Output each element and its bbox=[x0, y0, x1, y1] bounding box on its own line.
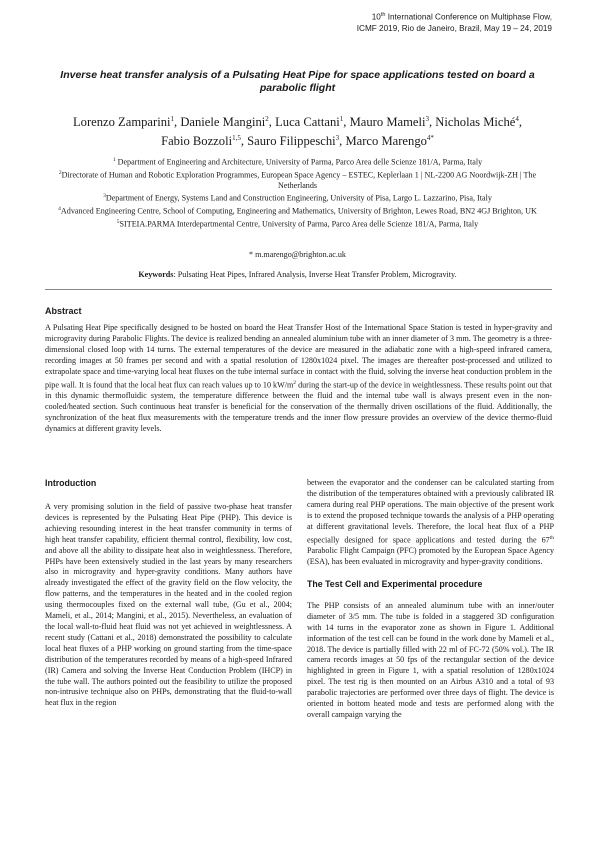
author-affiliation-mark: 1 bbox=[339, 115, 344, 123]
right-column bbox=[307, 478, 554, 721]
author-affiliation-mark: 1,5 bbox=[232, 134, 241, 143]
author-list: Lorenzo Zamparini$^1$, Daniele Mangini$^2$, Luca Cattani$^1$, Mauro Mameli$^3$, Nicholas Miché$^4$, Fabio Bozzoli$^{1,5}$, Sauro Filippeschi$^3$, Marco Marengo$^{4*}$ bbox=[72, 115, 523, 149]
author-affiliation-mark: 3 bbox=[425, 115, 429, 123]
affiliation: $^5$SITEIA.PARMA Interdepartmental Centre, University of Parma, Parco Area delle Scienze 181/A, Parma, Italy bbox=[116, 218, 479, 229]
corresponding-email: * m.marengo@brighton.ac.uk bbox=[249, 250, 346, 259]
keywords bbox=[40, 270, 555, 279]
author-name: Marco Marengo bbox=[345, 134, 427, 149]
introduction-heading: Introduction bbox=[45, 478, 97, 488]
keywords-text: : Pulsating Heat Pipes, Infrared Analysis, Inverse Heat Transfer Problem, Microgravity. bbox=[173, 270, 457, 279]
author-affiliation-mark: 4* bbox=[426, 134, 434, 143]
author-name: Daniele Mangini bbox=[180, 115, 266, 130]
author-name: Mauro Mameli bbox=[349, 115, 426, 130]
affiliation: $^3$Department of Energy, Systems Land and Construction Engineering, University of Pisa, Largo L. Lazzarino, Pisa, Italy bbox=[103, 193, 492, 204]
author-name: Nicholas Miché bbox=[435, 115, 516, 130]
author-name: Fabio Bozzoli bbox=[161, 134, 233, 149]
author-name: Luca Cattani bbox=[275, 115, 340, 130]
abstract-heading: Abstract bbox=[45, 306, 82, 316]
author-affiliation-mark: 4 bbox=[515, 115, 519, 123]
introduction-continued-text: between the evaporator and the condenser can be calculated starting from the distribution of the temperatures obtained with a previously calibrated IR camera during real PHP operations. The main objective of the present work is to extend the proposed technique towards the analysis of a PHP operating at different gravitational levels. Therefore, the local heat flux of a PHP especially designed for space applications and tested during the 67th Parabolic Flight Campaign (PFC) promoted by the European Space Agency (ESA), has been evaluated in microgravity and hyper-gravity conditions. bbox=[307, 478, 554, 567]
paper-title: Inverse heat transfer analysis of a Pulsating Heat Pipe for space applications tested on board a parabolic flight bbox=[60, 69, 535, 94]
affiliation: $^4$Advanced Engineering Centre, School of Computing, Engineering and Mathematics, University of Brighton, Lewes Road, BN2 4GJ Brighton, UK bbox=[58, 206, 537, 216]
affiliation-list bbox=[40, 155, 555, 229]
left-column bbox=[45, 478, 292, 709]
affiliation: $^1$ Department of Engineering and Architecture, University of Parma, Parco Area delle Scienze 181/A, Parma, Italy bbox=[112, 157, 483, 167]
test-cell-text: The PHP consists of an annealed aluminum tube with an inner/outer diameter of 3/5 mm. The tube is folded in a staggered 3D configuration with 14 turns in the evaporator zone as shown in Figure 1. Additional information of the test cell can be found in the work done by Mameli et al., 2018. The device is partially filled with 22 ml of FC-72 (50% vol.). The IR camera records images at 50 fps of the rectangular section of the device highlighted in green in Figure 1, with a spatial resolution of 1280x1024 pixel. The test rig is then mounted on an Airbus A310 and a total of 93 parabolic trajectories are performed over three days of flight. The device is oriented in bottom heated mode and tests are performed along with the overall campaign varying the bbox=[307, 600, 554, 719]
conference-line-1: 10th International Conference on Multiphase Flow, bbox=[371, 12, 552, 22]
conference-line-2: ICMF 2019, Rio de Janeiro, Brazil, May 19 – 24, 2019 bbox=[356, 23, 552, 33]
keywords-label: Keywords bbox=[138, 270, 174, 279]
abstract-text: A Pulsating Heat Pipe specifically designed to be hosted on board the Heat Transfer Host of the International Space Station is tested in hyper-gravity and microgravity during Parabolic Flights. The device is realized bending an annealed aluminium tube with an inner diameter of 3 mm. The geometry is a three-dimensional closed loop with 14 turns. The external temperatures of the device are measured in the adiabatic zone with a high-speed infrared camera, recording images at 50 frames per second and with a spatial resolution of 1280x1024 pixel. The images are thereafter post-processed and utilized to extrapolate space and time-varying local heat fluxes on the tube internal surface in contact with the fluid, solving the inverse heat conduction problem in the pipe wall. It is found that the local heat flux can reach values up to 10 $kW/m^2$ during the start-up of the device in weightlessness. These results point out that in this dynamic thermofluidic system, the temperature difference between the fluid and the internal tube wall is always present even in the non-cooled/heated section. Such continuous heat transfer is beneficial for the conservation of the thermally driven oscillations of the fluid. Additionally, the synchronization of the heat flux measurements with the temperature trends and the inner flow pressure provides an overview of the device thermo-fluid dynamics at different gravity levels. bbox=[45, 323, 552, 433]
author-affiliation-mark: 2 bbox=[265, 115, 269, 123]
author-affiliation-mark: 1 bbox=[170, 115, 175, 123]
author-name: Sauro Filippeschi bbox=[247, 134, 336, 149]
conference-header bbox=[330, 10, 552, 34]
affiliation: $^2$Directorate of Human and Robotic Exploration Programmes, European Space Agency – ESTEC, Keplerlaan 1 | NL-2200 AG Noordwijk-ZH | The Netherlands bbox=[58, 169, 537, 191]
author-affiliation-mark: 3 bbox=[335, 134, 340, 143]
divider bbox=[45, 289, 552, 290]
author-name: Lorenzo Zamparini bbox=[72, 115, 171, 130]
test-cell-heading: The Test Cell and Experimental procedure bbox=[307, 578, 483, 589]
introduction-text: A very promising solution in the field of passive two-phase heat transfer devices is represented by the Pulsating Heat Pipe (PHP). This device is achieving resounding interest in the heat transfer community in terms of high heat transfer capability, efficient thermal control, flexibility, low cost, and above all the ability to dissipate heat also in weightlessness. Therefore, PHPs have been extensively studied in the last years by many researchers also in microgravity and hyper-gravity conditions. Many authors have already investigated the effect of the gravity field on the flow velocity, the flow patterns, and the temperatures in the heated and in the cooled region using thermocouples fixed on the external wall tube, (Gu et al., 2004; Mameli, et al., 2014; Mangini, et al., 2015). Nevertheless, an evaluation of the local wall-to-fluid heat fluid was not yet achieved in weightlessness. A recent study (Cattani et al., 2018) demonstrated the possibility to calculate local heat fluxes of a PHP working on ground starting from the time-space distribution of the temperatures recorded by means of a high-speed Infrared (IR) Camera and solving the Inverse Heat Conduction Problem (IHCP) in the tube wall. The authors pointed out the feasibility to utilize the proposed non-intrusive technique also on PHPs, demonstrating that the fluid-to-wall heat flux in the region bbox=[45, 502, 292, 708]
